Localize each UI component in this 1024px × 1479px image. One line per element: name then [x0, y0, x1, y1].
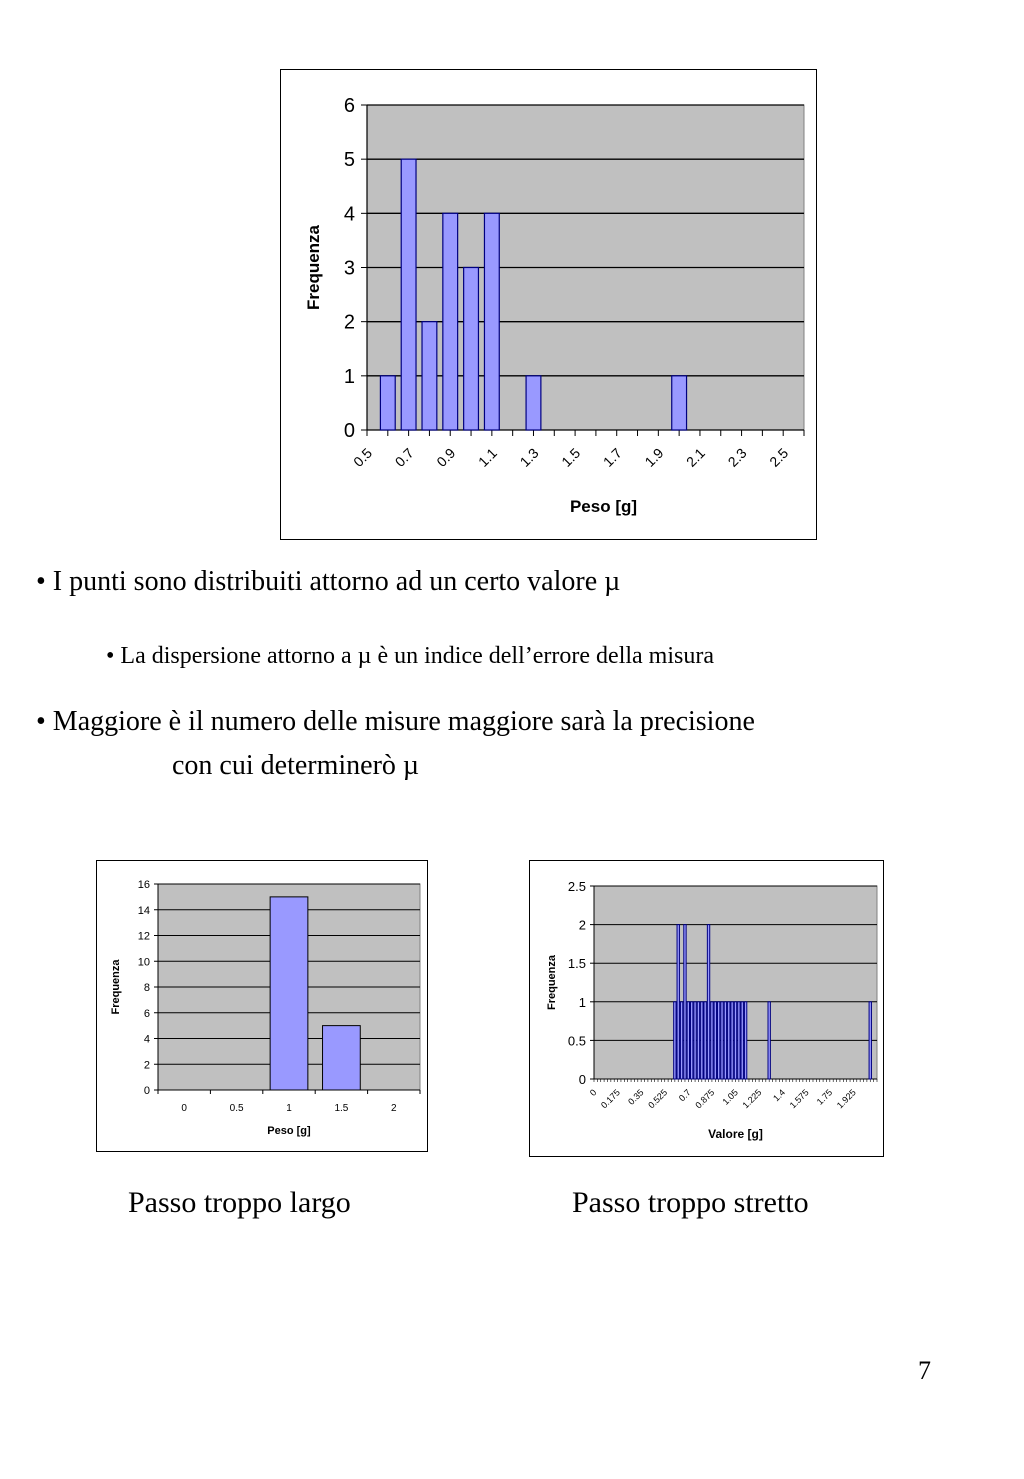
y-tick-label: 1 [578, 994, 586, 1010]
y-tick-label: 12 [137, 930, 150, 943]
histogram-bar [422, 322, 437, 430]
histogram-bar [768, 1002, 770, 1079]
bullet-precision-line1: • Maggiore è il numero delle misure maggiore sarà la precisione [36, 706, 755, 737]
y-axis-title: Frequenza [110, 959, 122, 1015]
histogram-bar [401, 159, 416, 430]
caption-narrow-bin: Passo troppo stretto [572, 1186, 809, 1219]
y-tick-label: 2.5 [567, 879, 586, 894]
histogram-bar [707, 925, 709, 1079]
x-tick-label: 1.1 [474, 444, 500, 470]
x-tick-label: 1.3 [516, 444, 542, 470]
histogram-bar [674, 1002, 676, 1079]
x-tick-label: 1.4 [771, 1087, 788, 1104]
y-tick-label: 10 [137, 956, 150, 969]
narrow-bin-histogram-svg [530, 861, 885, 1158]
histogram-bar [741, 1002, 743, 1079]
y-tick-label: 3 [343, 257, 355, 280]
wide-bin-histogram [96, 860, 428, 1152]
x-tick-label: 0.7 [676, 1087, 693, 1104]
y-tick-label: 14 [137, 904, 150, 917]
x-tick-label: 2.5 [766, 444, 792, 470]
histogram-bar [704, 1002, 706, 1079]
x-tick-label: 1.7 [599, 444, 625, 470]
histogram-bar [711, 1002, 713, 1079]
y-tick-label: 2 [143, 1059, 150, 1072]
y-tick-label: 0 [343, 420, 355, 442]
x-tick-label: 2.3 [724, 444, 750, 470]
histogram-bar [728, 1002, 730, 1079]
y-axis-title: Frequenza [304, 224, 323, 311]
histogram-bar [744, 1002, 746, 1079]
caption-wide-bin: Passo troppo largo [128, 1186, 351, 1219]
histogram-bar [694, 1002, 696, 1079]
x-axis-title: Peso [g] [267, 1125, 311, 1137]
histogram-bar [738, 1002, 740, 1079]
histogram-bar [680, 1002, 682, 1079]
histogram-bar [734, 1002, 736, 1079]
histogram-bar [714, 1002, 716, 1079]
histogram-bar [731, 1002, 733, 1079]
y-tick-label: 0 [143, 1085, 150, 1097]
y-tick-label: 4 [143, 1033, 150, 1046]
page-number: 7 [918, 1356, 931, 1385]
x-tick-label: 1.925 [834, 1087, 858, 1111]
y-axis-title: Frequenza [546, 954, 558, 1011]
x-tick-label: 0.175 [598, 1087, 622, 1111]
histogram-bar [687, 1002, 689, 1079]
histogram-bar [270, 897, 308, 1090]
x-tick-label: 1.5 [334, 1103, 349, 1114]
x-tick-label: 0.9 [433, 444, 459, 470]
wide-bin-histogram-svg [97, 861, 429, 1153]
x-axis-title: Peso [g] [569, 497, 638, 516]
y-tick-label: 2 [578, 917, 586, 933]
x-tick-label: 1.9 [641, 444, 667, 470]
x-tick-label: 0 [181, 1103, 187, 1114]
x-tick-label: 0.875 [693, 1087, 717, 1111]
histogram-bar [443, 213, 458, 430]
main-histogram-svg [281, 70, 818, 541]
x-tick-label: 1.05 [720, 1087, 740, 1107]
main-histogram [280, 69, 817, 540]
histogram-bar [677, 925, 679, 1079]
y-tick-label: 1 [343, 365, 355, 388]
x-tick-label: 1.575 [787, 1087, 811, 1111]
x-tick-label: 0.5 [229, 1103, 244, 1114]
histogram-bar [323, 1026, 361, 1090]
y-tick-label: 1.5 [567, 956, 586, 972]
narrow-bin-histogram [529, 860, 884, 1157]
histogram-bar [464, 268, 479, 431]
y-tick-label: 6 [343, 95, 355, 117]
x-tick-label: 0.525 [646, 1087, 670, 1111]
y-tick-label: 0.5 [567, 1033, 586, 1049]
histogram-bar [526, 376, 541, 430]
bullet-precision-line2: con cui determinerò µ [172, 750, 420, 781]
histogram-bar [869, 1002, 871, 1079]
bullet-dispersion: • La dispersione attorno a µ è un indice dell’errore della misura [106, 643, 715, 669]
x-tick-label: 2 [391, 1103, 397, 1114]
y-tick-label: 2 [343, 311, 355, 334]
x-tick-label: 1 [286, 1103, 292, 1114]
y-tick-label: 16 [137, 879, 150, 891]
x-tick-label: 0 [587, 1087, 599, 1098]
y-tick-label: 5 [343, 149, 355, 172]
x-tick-label: 0.7 [391, 444, 417, 470]
histogram-bar [697, 1002, 699, 1079]
y-tick-label: 8 [143, 982, 150, 994]
histogram-bar [724, 1002, 726, 1079]
histogram-bar [721, 1002, 723, 1079]
x-tick-label: 1.225 [740, 1087, 764, 1111]
x-tick-label: 1.5 [558, 444, 584, 470]
bullet-distribution: • I punti sono distribuiti attorno ad un certo valore µ [36, 566, 621, 597]
x-axis-title: Valore [g] [708, 1127, 763, 1141]
x-tick-label: 0.5 [350, 444, 376, 470]
histogram-bar [717, 1002, 719, 1079]
histogram-bar [380, 376, 395, 430]
x-tick-label: 0.35 [626, 1087, 646, 1107]
histogram-bar [691, 1002, 693, 1079]
histogram-bar [701, 1002, 703, 1079]
y-tick-label: 4 [343, 203, 355, 226]
x-tick-label: 2.1 [682, 444, 709, 470]
histogram-bar [484, 213, 499, 430]
y-tick-label: 6 [143, 1007, 150, 1020]
y-tick-label: 0 [578, 1072, 586, 1087]
x-tick-label: 1.75 [814, 1087, 835, 1107]
histogram-bar [684, 925, 686, 1079]
histogram-bar [672, 376, 687, 430]
